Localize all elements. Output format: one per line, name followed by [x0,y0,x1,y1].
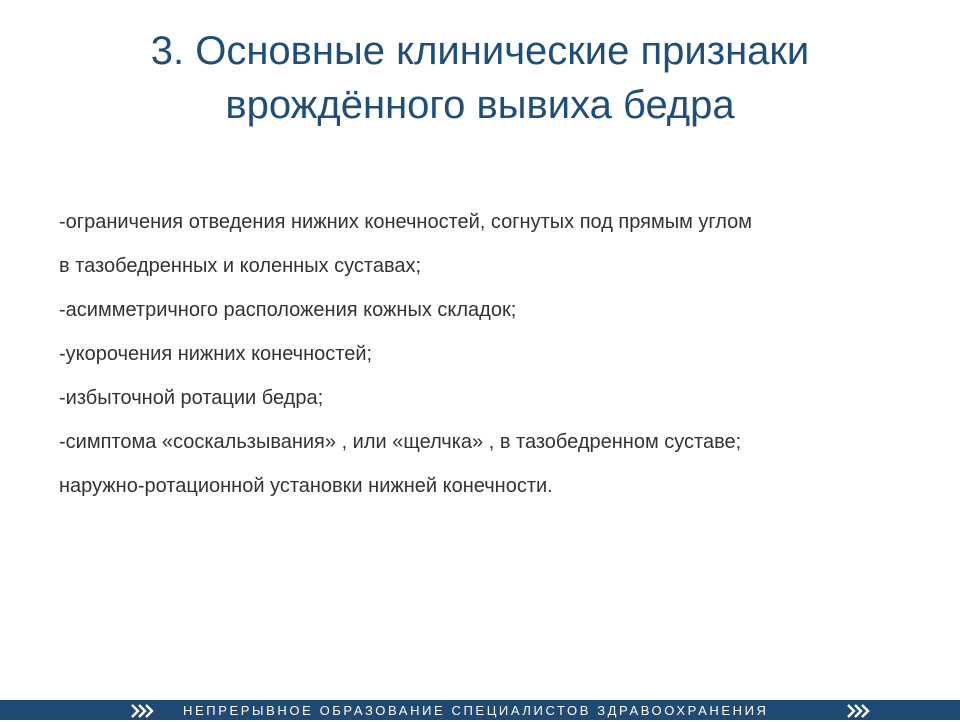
list-item: -асимметричного расположения кожных складок; [59,299,517,321]
footer-band [0,700,960,720]
symptom-list [59,200,919,508]
list-item: -ограничения отведения нижних конечностей, согнутых под прямым углом [59,211,753,233]
double-chevron-right-icon [846,704,880,718]
list-item: -симптома «соскальзывания» , или «щелчка» , в тазобедренном суставе; [59,431,742,453]
list-item: -укорочения нижних конечностей; [59,343,373,365]
footer-caption: НЕПРЕРЫВНОЕ ОБРАЗОВАНИЕ СПЕЦИАЛИСТОВ ЗДРАВООХРАНЕНИЯ [183,703,769,718]
title-line-1: 3. Основные клинические признаки [150,29,810,73]
slide-title [0,24,960,132]
list-item: наружно-ротационной установки нижней конечности. [59,475,553,497]
list-item: в тазобедренных и коленных суставах; [59,255,422,277]
double-chevron-right-icon [130,704,164,718]
title-line-2: врождённого вывиха бедра [225,83,735,127]
list-item: -избыточной ротации бедра; [59,387,324,409]
